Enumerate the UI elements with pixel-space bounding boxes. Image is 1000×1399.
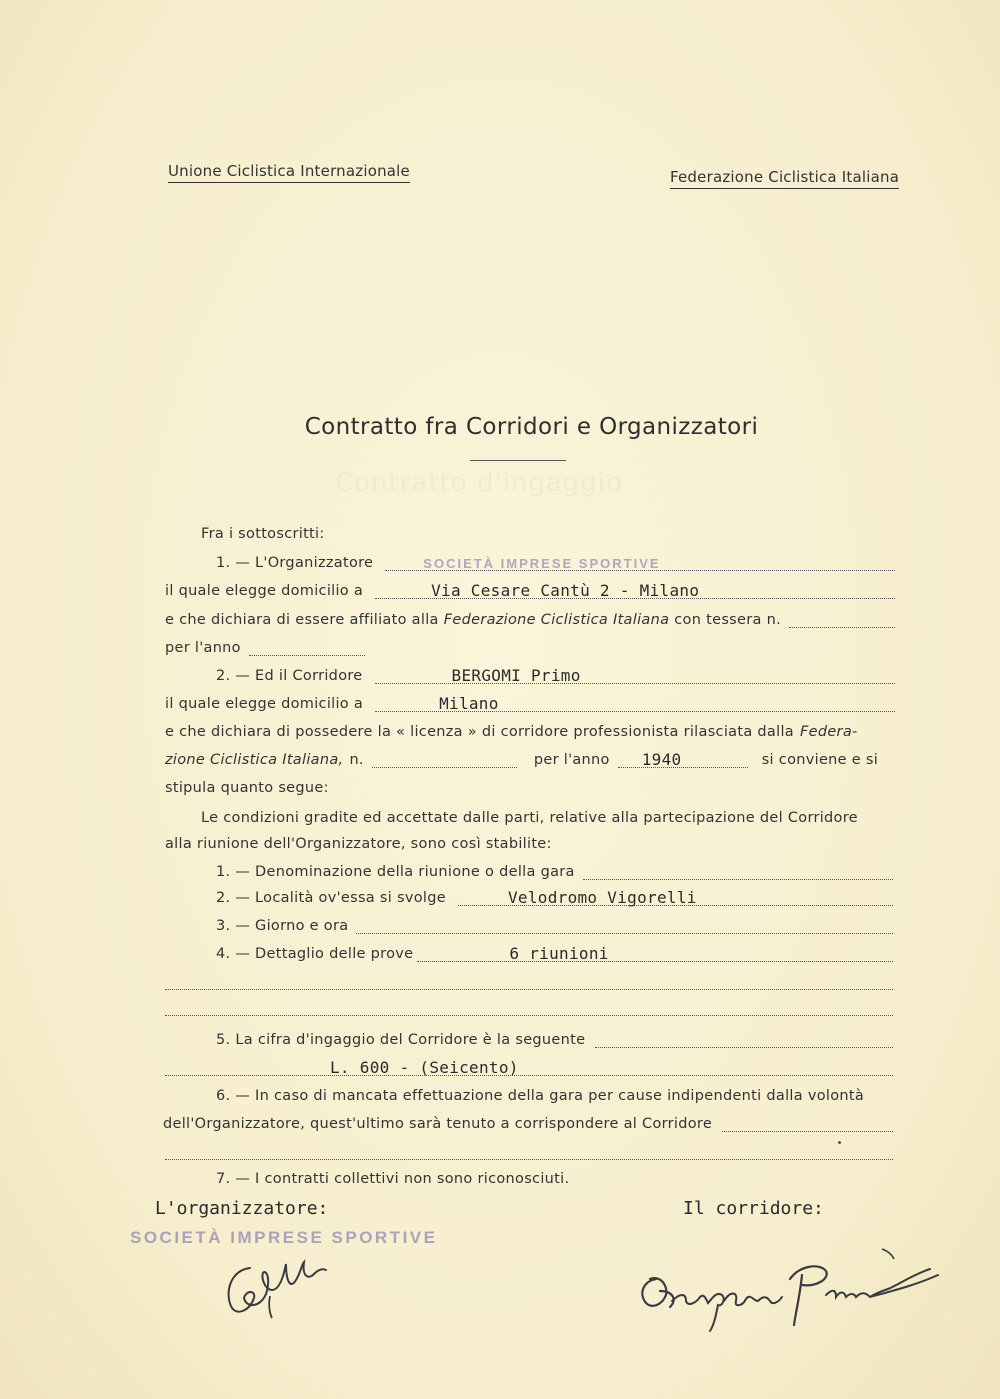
fee-label-field <box>595 1032 893 1048</box>
condition-4-extra-field <box>165 974 893 990</box>
fee-line <box>216 1032 893 1048</box>
organizer-field <box>385 555 895 571</box>
title-divider <box>470 460 566 461</box>
fee-value-field <box>165 1060 893 1076</box>
licence-number-field <box>372 752 517 768</box>
condition-3-label: 3. — Giorno e ora <box>216 918 349 934</box>
clause-6-extra-line <box>165 1144 893 1160</box>
organizer-domicile-field <box>375 583 895 599</box>
fee-value: L. 600 - (Seicento) <box>330 1058 519 1077</box>
clause-6-field <box>722 1116 893 1132</box>
agree-text: si conviene e si <box>761 752 879 768</box>
condition-2-field <box>458 890 893 906</box>
membership-number-field <box>789 612 895 628</box>
rider-value: BERGOMI Primo <box>451 666 581 685</box>
conditions-intro-line-1 <box>201 810 901 826</box>
rider-domicile-field <box>375 696 895 712</box>
condition-4-value: 6 riunioni <box>509 944 609 963</box>
blank-field <box>165 1000 893 1016</box>
conditions-intro-1: Le condizioni gradite ed accettate dalle parti, relative alla partecipazione del Corridore <box>201 810 858 826</box>
condition-2-label: 2. — Località ov'essa si svolge <box>216 890 446 906</box>
clause-6-text-1: 6. — In caso di mancata effettuazione della gara per cause indipendenti dalla volontà <box>216 1088 865 1104</box>
organizer-affiliation-line <box>165 612 895 628</box>
page-title: Contratto fra Corridori e Organizzatori <box>304 414 759 440</box>
licence-number-label: n. <box>349 752 364 768</box>
affiliation-prefix: e che dichiara di essere affiliato alla <box>165 612 439 628</box>
fee-value-line <box>165 1060 893 1076</box>
rider-year-label: per l'anno <box>533 752 610 768</box>
intro-line <box>201 526 401 542</box>
condition-1-line <box>216 864 893 880</box>
rider-signature <box>630 1245 950 1335</box>
clause-6-line-2 <box>163 1116 893 1132</box>
organizer-signature-label: L'organizzatore: <box>155 1198 329 1219</box>
condition-4-field <box>417 946 893 962</box>
condition-1-field <box>583 864 893 880</box>
conditions-intro-2: alla riunione dell'Organizzatore, sono così stabilite: <box>165 836 552 852</box>
licence-federation-part2: zione Ciclistica Italiana, <box>165 752 344 768</box>
rider-line <box>216 668 895 684</box>
clause-6-line-1 <box>216 1088 896 1104</box>
clause-7-text: 7. — I contratti collettivi non sono riconosciuti. <box>216 1171 570 1187</box>
clause-7-line <box>216 1171 816 1187</box>
condition-4-label: 4. — Dettaglio delle prove <box>216 946 414 962</box>
rider-label: 2. — Ed il Corridore <box>216 668 363 684</box>
licence-text: e che dichiara di possedere la « licenza » di corridore professionista rilasciata dalla <box>165 724 794 740</box>
ghost-watermark: Contratto d'ingaggio <box>335 468 623 498</box>
header-fci: Federazione Ciclistica Italiana <box>670 168 899 189</box>
licence-line <box>165 724 900 740</box>
rider-domicile-line <box>165 696 895 712</box>
organizer-domicile-label: il quale elegge domicilio a <box>165 583 364 599</box>
condition-3-line <box>216 918 893 934</box>
organizer-domicile-line <box>165 583 895 599</box>
licence-federation-part1: Federa- <box>799 724 858 740</box>
intro-text: Fra i sottoscritti: <box>201 526 325 542</box>
organizer-domicile-value: Via Cesare Cantù 2 - Milano <box>431 581 700 600</box>
affiliation-federation: Federazione Ciclistica Italiana <box>443 612 670 628</box>
condition-4-line <box>216 946 893 962</box>
clause-6-text-2: dell'Organizzatore, quest'ultimo sarà tenuto a corrispondere al Corridore <box>163 1116 713 1132</box>
condition-3-field <box>356 918 893 934</box>
organizer-stamp: SOCIETÀ IMPRESE SPORTIVE <box>130 1228 438 1247</box>
organizer-line <box>216 555 895 571</box>
clause-6-extra-field <box>165 1144 893 1160</box>
condition-1-label: 1. — Denominazione della riunione o della gara <box>216 864 575 880</box>
organizer-label: 1. — L'Organizzatore <box>216 555 374 571</box>
affiliation-suffix: con tessera n. <box>674 612 781 628</box>
fee-label: 5. La cifra d'ingaggio del Corridore è la seguente <box>216 1032 586 1048</box>
organizer-year-label: per l'anno <box>165 640 241 656</box>
licence-number-line <box>165 752 895 768</box>
rider-signature-label: Il corridore: <box>683 1198 824 1219</box>
condition-2-line <box>216 890 893 906</box>
organizer-year-field <box>249 640 365 656</box>
condition-2-value: Velodromo Vigorelli <box>507 888 697 907</box>
stipula-line <box>165 780 895 796</box>
stipula-text: stipula quanto segue: <box>165 780 329 796</box>
organizer-value: SOCIETÀ IMPRESE SPORTIVE <box>423 556 661 571</box>
organizer-signature <box>210 1250 350 1320</box>
ink-dot <box>838 1141 841 1144</box>
rider-domicile-label: il quale elegge domicilio a <box>165 696 364 712</box>
rider-domicile-value: Milano <box>439 694 499 713</box>
condition-4-extra-line <box>165 974 893 990</box>
rider-year-value: 1940 <box>641 750 682 769</box>
header-uci: Unione Ciclistica Internazionale <box>168 162 410 183</box>
organizer-year-line <box>165 640 365 656</box>
conditions-intro-line-2 <box>165 836 895 852</box>
blank-line <box>165 1000 893 1016</box>
rider-field <box>375 668 895 684</box>
rider-year-field <box>618 752 748 768</box>
